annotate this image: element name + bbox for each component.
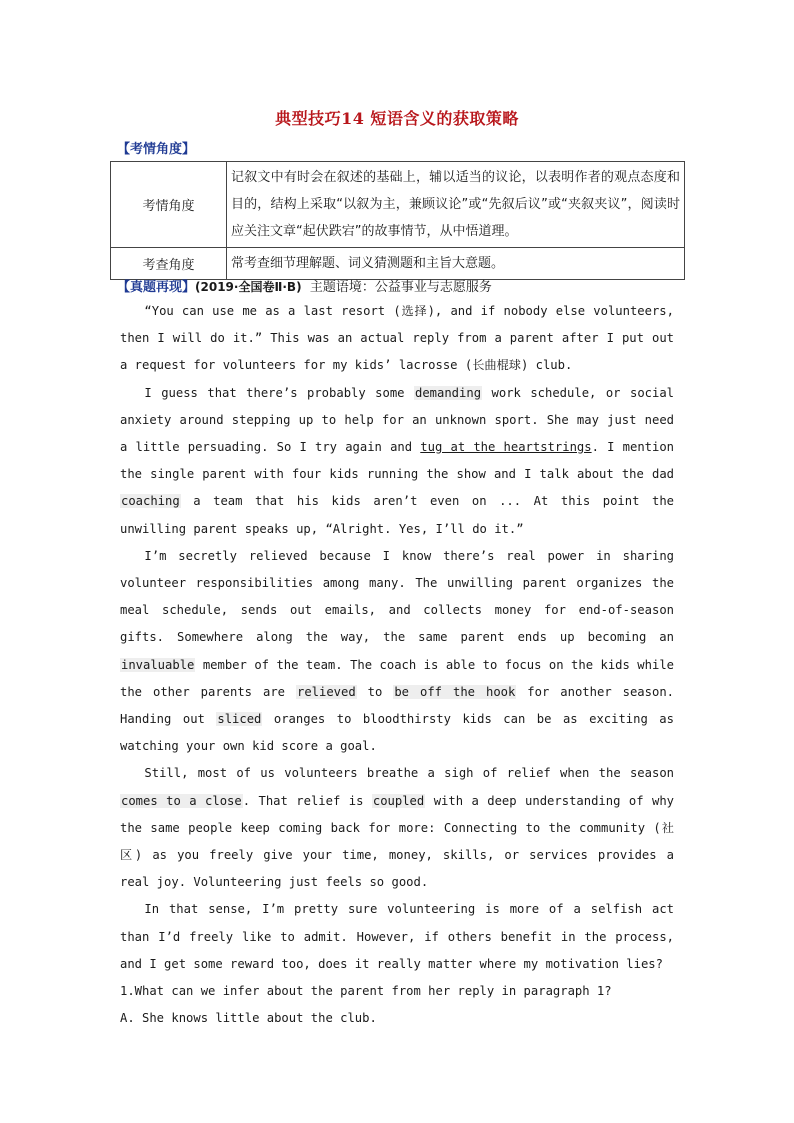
source-line	[117, 276, 492, 295]
table-cell-key: 考查角度	[111, 248, 227, 280]
highlighted-phrase-comes-to-a-close: comes to a close	[121, 793, 242, 808]
paragraph-3	[120, 543, 674, 761]
paragraph-4	[120, 760, 674, 896]
page-title: 典型技巧14 短语含义的获取策略	[275, 109, 519, 128]
table-cell-value: 记叙文中有时会在叙述的基础上，辅以适当的议论，以表明作者的观点态度和目的，结构上采取“以叙为主，兼顾议论”或“先叙后议”或“夹叙夹议”，阅读时应关注文章“起伏跌宕”的故事情节，从中悟道理。	[227, 162, 685, 248]
text-run: work schedule, or social anxiety around stepping up to help for an unknown sport. She may just need a little persuading. So I try again and	[120, 385, 675, 455]
reading-passage	[120, 298, 674, 1032]
highlighted-word-invaluable: invaluable	[121, 657, 195, 672]
text-run: . I mention the single parent with four kids running the show and I talk about the dad	[120, 440, 675, 482]
text-run: In that sense, I’m pretty sure volunteering is more of a selfish act than I’d freely like to admit. However, if others benefit in the process, and I get some reward too, does it really matter where my motivation lies?	[120, 902, 674, 971]
highlighted-phrase-be-off-the-hook: be off the hook	[394, 684, 516, 699]
exam-angle-table	[110, 161, 685, 280]
text-run: with a deep understanding of why the same people keep coming back for more: Connecting to the community (社区) as you freely give your time, money, skills, or services provides a real joy. Volunteering just feels so good.	[120, 793, 675, 890]
highlighted-word-sliced: sliced	[217, 712, 262, 727]
text-run: to	[356, 684, 394, 699]
table-row	[111, 162, 685, 248]
section-label-exam-angle: 【考情角度】	[117, 142, 196, 157]
text-run: . That relief is	[242, 793, 372, 808]
text-run: Still, most of us volunteers breathe a sigh of relief when the season	[144, 766, 674, 781]
highlighted-word-demanding: demanding	[415, 385, 482, 400]
paragraph-2	[120, 380, 674, 543]
table-row	[111, 248, 685, 280]
text-run: “You can use me as a last resort (选择), and if nobody else volunteers, then I will do it.” This was an actual reply from a parent after I put out a request for volunteers for my kids’ lacrosse (长曲棍球) club.	[120, 304, 674, 373]
question-1-option-a: A. She knows little about the club.	[120, 1011, 377, 1026]
paragraph-1	[120, 298, 674, 380]
text-run: I’m secretly relieved because I know there’s real power in sharing volunteer responsibilities among many. The unwilling parent organizes the meal schedule, sends out emails, and collects money for end-of-season gifts. Somewhere along the way, the same parent ends up becoming an	[120, 548, 674, 645]
text-run: member of the team. The coach is able to focus on the kids while the other parents are	[120, 657, 674, 699]
paragraph-5	[120, 896, 674, 978]
highlighted-word-coaching: coaching	[121, 494, 180, 509]
source-meta: (2019·全国卷Ⅱ·B)	[195, 280, 302, 294]
text-run: I guess that there’s probably some	[144, 385, 414, 400]
table-cell-value: 常考查细节理解题、词义猜测题和主旨大意题。	[227, 248, 685, 280]
source-label: 【真题再现】	[117, 280, 196, 295]
table-cell-key: 考情角度	[111, 162, 227, 248]
highlighted-word-relieved: relieved	[297, 684, 356, 699]
text-run: oranges to bloodthirsty kids can be as exciting as watching your own kid score a goal.	[120, 712, 674, 754]
underlined-phrase-tug-at-the-heartstrings: tug at the heartstrings	[420, 440, 592, 455]
question-1: 1.What can we infer about the parent from her reply in paragraph 1?	[120, 984, 612, 999]
source-topic: 主题语境：公益事业与志愿服务	[309, 280, 492, 295]
text-run: a team that his kids aren’t even on ... At this point the unwilling parent speaks up, “Alright. Yes, I’ll do it.”	[120, 494, 674, 536]
highlighted-word-coupled: coupled	[372, 793, 425, 808]
text-run: for another season. Handing out	[120, 684, 674, 727]
